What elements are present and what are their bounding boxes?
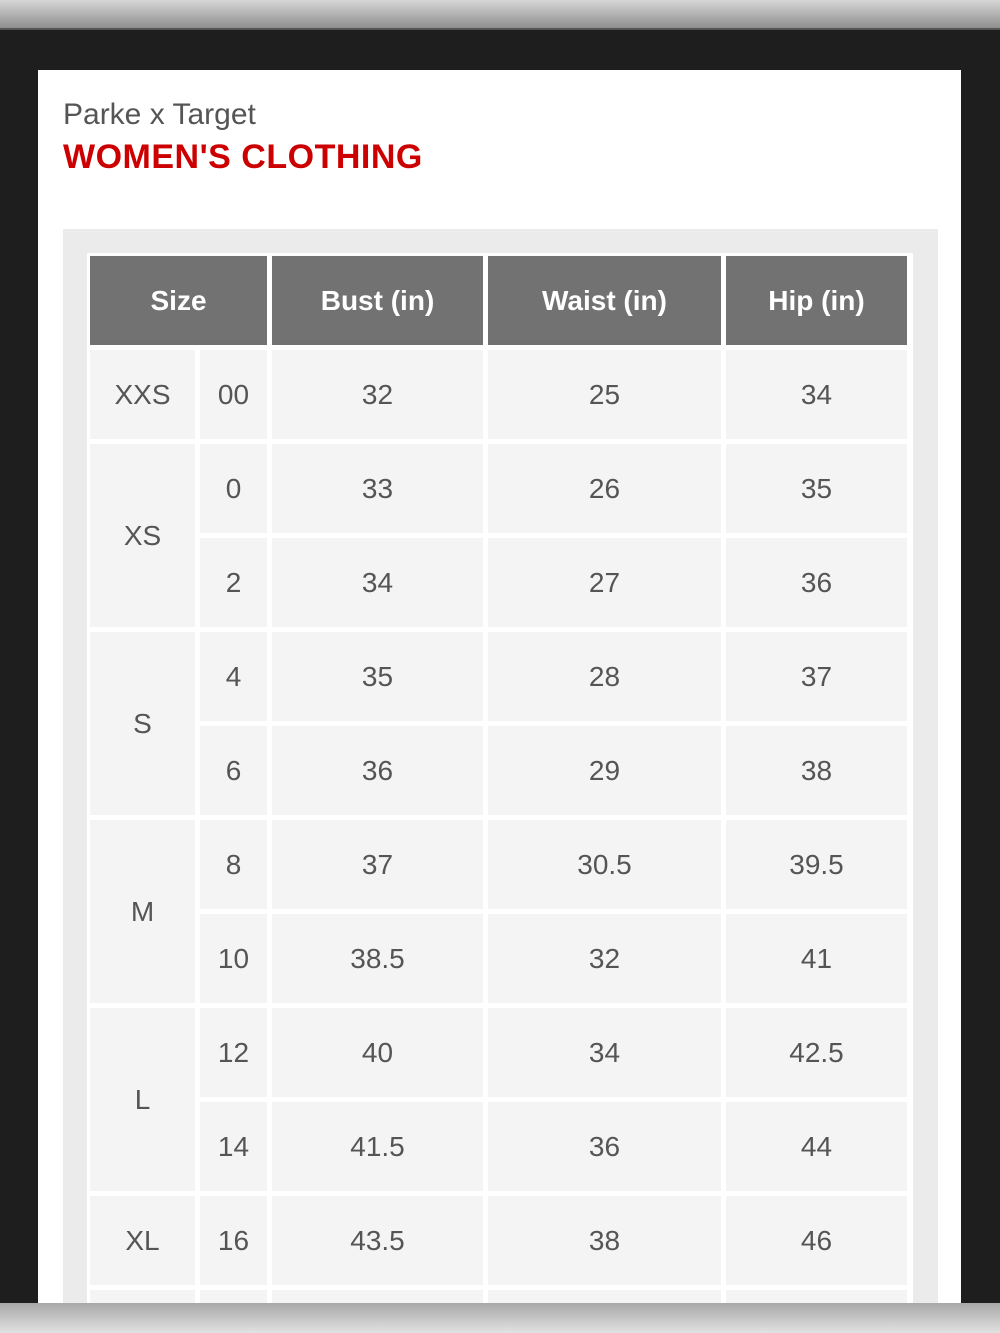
header-bust: Bust (in) [272, 256, 483, 345]
hip-cell: 36 [726, 538, 907, 627]
size-number-cell: 12 [200, 1008, 267, 1097]
hip-cell: 46 [726, 1196, 907, 1285]
waist-cell: 27 [488, 538, 721, 627]
hip-cell: 44 [726, 1102, 907, 1191]
bust-cell: 36 [272, 726, 483, 815]
size-number-cell: 8 [200, 820, 267, 909]
page-title: WOMEN'S CLOTHING [63, 138, 423, 176]
bust-cell: 40 [272, 1008, 483, 1097]
table-row [90, 726, 907, 815]
top-bar [0, 0, 1000, 30]
table-row [90, 444, 907, 533]
hip-cell: 42.5 [726, 1008, 907, 1097]
bottom-bar [0, 1303, 1000, 1333]
bust-cell: 35 [272, 632, 483, 721]
size-number-cell: 6 [200, 726, 267, 815]
bust-cell: 34 [272, 538, 483, 627]
table-row [90, 350, 907, 439]
bust-cell: 33 [272, 444, 483, 533]
header-hip: Hip (in) [726, 256, 907, 345]
table-cell-cutoff [272, 1290, 483, 1303]
table-row [90, 1102, 907, 1191]
table-frame [87, 253, 913, 1303]
size-letter-cell: XXS [90, 350, 195, 439]
hip-cell: 34 [726, 350, 907, 439]
size-number-cell: 16 [200, 1196, 267, 1285]
table-row [90, 1196, 907, 1285]
table-row [90, 632, 907, 721]
waist-cell: 38 [488, 1196, 721, 1285]
table-row [90, 538, 907, 627]
waist-cell: 36 [488, 1102, 721, 1191]
header-size: Size [90, 256, 267, 345]
hip-cell: 41 [726, 914, 907, 1003]
bust-cell: 43.5 [272, 1196, 483, 1285]
size-letter-cell: L [90, 1008, 195, 1191]
hip-cell: 37 [726, 632, 907, 721]
table-cell-cutoff [90, 1290, 195, 1303]
hip-cell: 39.5 [726, 820, 907, 909]
size-number-cell: 00 [200, 350, 267, 439]
waist-cell: 26 [488, 444, 721, 533]
table-row [90, 1008, 907, 1097]
size-letter-cell: S [90, 632, 195, 815]
brand-label: Parke x Target [63, 98, 256, 131]
waist-cell: 30.5 [488, 820, 721, 909]
size-number-cell: 14 [200, 1102, 267, 1191]
table-container [63, 229, 938, 1303]
header-waist: Waist (in) [488, 256, 721, 345]
waist-cell: 25 [488, 350, 721, 439]
table-row [90, 820, 907, 909]
hip-cell: 35 [726, 444, 907, 533]
table-header-row [90, 256, 907, 345]
waist-cell: 29 [488, 726, 721, 815]
table-row [90, 1290, 907, 1303]
bust-cell: 37 [272, 820, 483, 909]
waist-cell: 34 [488, 1008, 721, 1097]
size-letter-cell: M [90, 820, 195, 1003]
size-table [85, 251, 912, 1303]
table-row [90, 914, 907, 1003]
waist-cell: 32 [488, 914, 721, 1003]
size-number-cell: 2 [200, 538, 267, 627]
table-cell-cutoff [488, 1290, 721, 1303]
hip-cell: 38 [726, 726, 907, 815]
size-letter-cell: XL [90, 1196, 195, 1285]
size-number-cell: 10 [200, 914, 267, 1003]
size-number-cell: 0 [200, 444, 267, 533]
size-letter-cell: XS [90, 444, 195, 627]
size-chart-card [38, 70, 961, 1303]
table-cell-cutoff [726, 1290, 907, 1303]
table-cell-cutoff [200, 1290, 267, 1303]
table-body [90, 350, 907, 1303]
bust-cell: 38.5 [272, 914, 483, 1003]
waist-cell: 28 [488, 632, 721, 721]
bust-cell: 41.5 [272, 1102, 483, 1191]
size-number-cell: 4 [200, 632, 267, 721]
bust-cell: 32 [272, 350, 483, 439]
